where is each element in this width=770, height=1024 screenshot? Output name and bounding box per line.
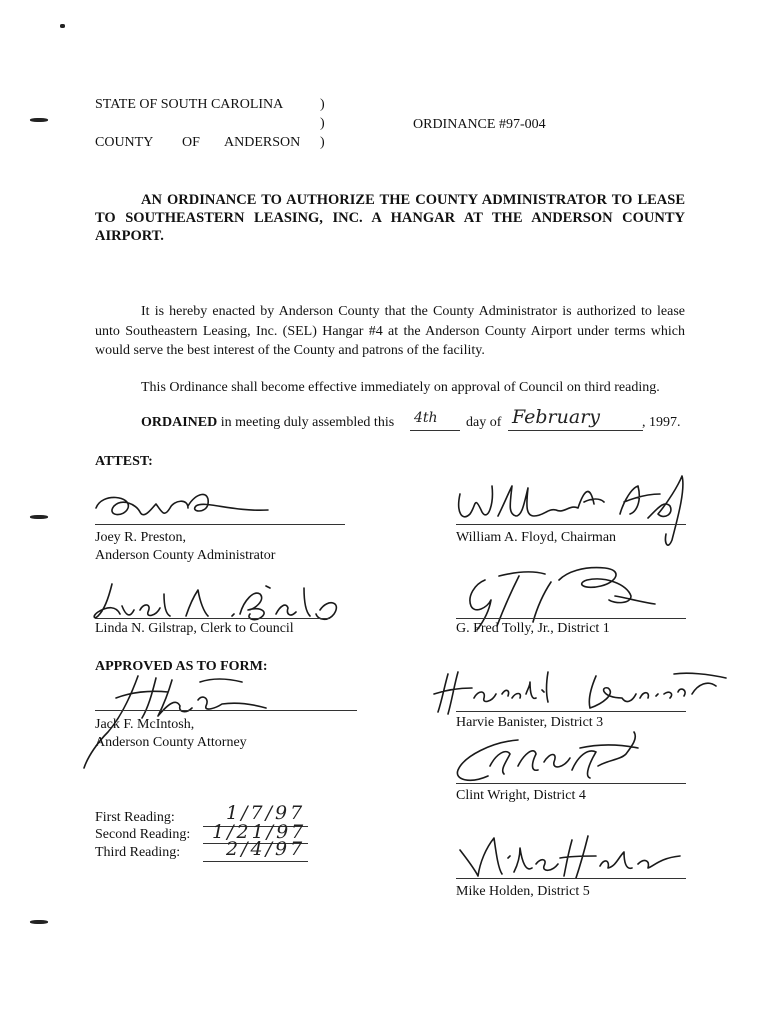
caption-paren: ) <box>320 116 325 131</box>
punch-hole-mark <box>30 515 48 519</box>
ordained-text: in meeting duly assembled this <box>220 415 395 430</box>
preston-title: Anderson County Administrator <box>95 548 276 563</box>
ordinance-title: AN ORDINANCE TO AUTHORIZE THE COUNTY ADMINISTRATOR TO LEASE TO SOUTHEASTERN LEASING, INC. A HANGAR AT THE ANDERSON COUNTY AIRPORT. <box>95 192 685 244</box>
approved-label: APPROVED AS TO FORM: <box>95 659 268 674</box>
floyd-name: William A. Floyd, Chairman <box>456 530 617 545</box>
county-word: COUNTY <box>95 135 154 150</box>
mcintosh-name: Jack F. McIntosh, <box>95 717 195 732</box>
mcintosh-signature-line <box>95 710 357 711</box>
holden-signature-line <box>456 878 686 879</box>
county-name: ANDERSON <box>224 135 301 150</box>
of-word: OF <box>182 135 200 150</box>
effective-paragraph: This Ordinance shall become effective immediately on approval of Council on third reading. <box>141 380 660 395</box>
preston-signature-line <box>95 524 345 525</box>
tolly-name: G. Fred Tolly, Jr., District 1 <box>456 621 610 636</box>
year-text: , 1997. <box>642 415 681 430</box>
ordinance-number: ORDINANCE #97-004 <box>413 117 546 132</box>
second-reading-label: Second Reading: <box>95 827 191 842</box>
month-value: February <box>512 406 601 428</box>
caption-paren: ) <box>320 97 325 112</box>
gilstrap-name: Linda N. Gilstrap, Clerk to Council <box>95 621 294 636</box>
mcintosh-title: Anderson County Attorney <box>95 735 247 750</box>
caption-paren: ) <box>320 135 325 150</box>
third-reading-blank <box>203 861 308 862</box>
scan-mark <box>60 24 65 28</box>
floyd-signature-line <box>456 524 686 525</box>
day-blank <box>410 430 460 431</box>
day-of-text: day of <box>466 415 502 430</box>
first-reading-date: 1/7/97 <box>226 802 306 824</box>
punch-hole-mark <box>30 118 48 122</box>
holden-signature <box>448 828 688 884</box>
wright-name: Clint Wright, District 4 <box>456 788 586 803</box>
enactment-paragraph: It is hereby enacted by Anderson County that the County Administrator is authorized to lease unto Southeastern Leasing, Inc. (SEL) Hangar #4 at the Anderson County Airport under terms which would serve the best interest of the County and patrons of the facility. <box>95 304 685 358</box>
ordained-line <box>141 414 394 432</box>
ordained-label: ORDAINED <box>141 415 218 430</box>
attest-label: ATTEST: <box>95 454 153 469</box>
second-reading-date: 1/21/97 <box>212 821 307 843</box>
tolly-signature-line <box>456 618 686 619</box>
gilstrap-signature-line <box>95 618 330 619</box>
holden-name: Mike Holden, District 5 <box>456 884 590 899</box>
wright-signature <box>448 726 648 796</box>
third-reading-label: Third Reading: <box>95 845 181 860</box>
state-caption: STATE OF SOUTH CAROLINA <box>95 97 284 112</box>
day-value: 4th <box>414 410 438 426</box>
banister-signature-line <box>456 711 686 712</box>
first-reading-label: First Reading: <box>95 810 175 825</box>
wright-signature-line <box>456 783 686 784</box>
punch-hole-mark <box>30 920 48 924</box>
preston-name: Joey R. Preston, <box>95 530 186 545</box>
month-blank <box>508 430 643 431</box>
banister-name: Harvie Banister, District 3 <box>456 715 604 730</box>
third-reading-date: 2/4/97 <box>226 838 306 860</box>
